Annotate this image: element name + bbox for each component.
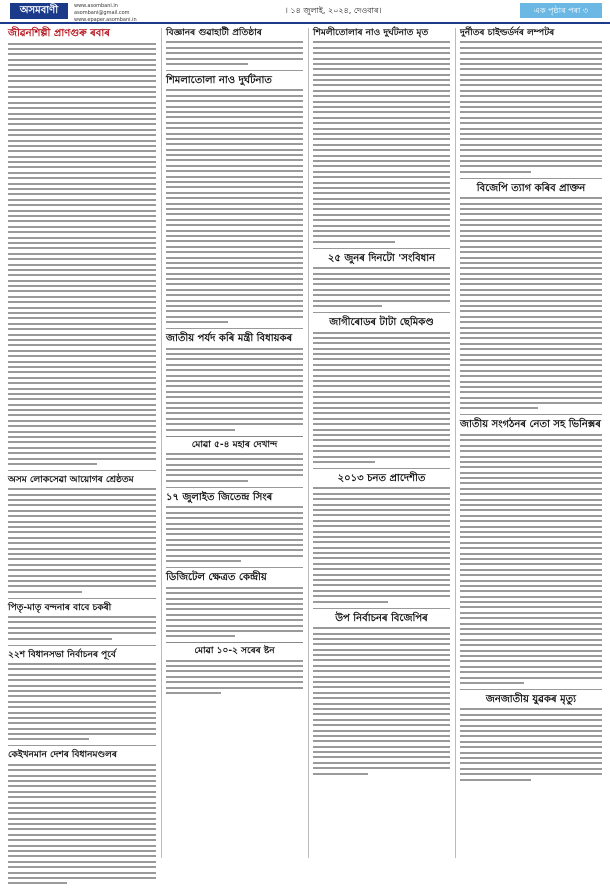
headline[interactable]: কেইখনমান দেশৰ বিধানমণ্ডলৰ [8, 750, 117, 761]
news-box [166, 642, 303, 694]
article-body [313, 332, 450, 463]
headline[interactable]: পিতৃ-মাতৃ বন্দনাৰ বাবে চকৰী [8, 602, 112, 613]
divider [166, 487, 303, 488]
headline[interactable]: বিজেপি ত্যাগ কৰিব প্ৰাক্তন [476, 182, 586, 194]
news-box [166, 436, 303, 482]
column-divider [308, 28, 309, 858]
article-body [460, 41, 602, 172]
article-body [166, 453, 303, 482]
article-body [8, 663, 156, 740]
divider [166, 567, 303, 568]
article-body [166, 41, 303, 65]
headline[interactable]: ২০১৩ চনত প্ৰাদেশীত [337, 472, 426, 484]
date-line: । ১৪ জুলাই, ২০২৪, দেওবাৰ। [285, 6, 382, 15]
divider [8, 745, 156, 746]
article-body [166, 587, 303, 638]
headline[interactable]: জাতীয় সংগঠনৰ নেতা সহ ভিনিক্সৰ [460, 419, 601, 431]
divider [166, 70, 303, 71]
divider [460, 414, 602, 415]
headline[interactable]: ২৫ জুনৰ দিনটো 'সংবিধান [327, 252, 436, 264]
article-body [166, 506, 303, 562]
article-body [313, 627, 450, 775]
masthead [0, 0, 610, 24]
divider [460, 689, 602, 690]
article-body [460, 434, 602, 684]
column-divider [455, 28, 456, 858]
page-tab[interactable]: এক পৃষ্ঠাৰ পৰা ৩ [520, 3, 602, 18]
headline[interactable]: শিমলীতোলাৰ নাও দুৰ্ঘটনাত মৃত [313, 28, 429, 38]
headline[interactable]: মোৱা ৫-৪ মহাৰ দেখান্দ [191, 439, 278, 450]
column-1 [8, 28, 156, 889]
article-body [313, 41, 450, 242]
article-body [460, 197, 602, 409]
article-body [8, 616, 156, 640]
divider [313, 468, 450, 469]
site-line[interactable]: www.epaper.asombani.in [74, 17, 137, 23]
divider [313, 608, 450, 609]
article-body [8, 43, 156, 465]
headline[interactable]: জাগীৰোডৰ টাটা ছেমিকণ্ড [329, 317, 434, 329]
column-4 [460, 28, 602, 786]
site-line[interactable]: asombani@gmail.com [74, 10, 130, 16]
newspaper-logo[interactable]: অসমবাণী [10, 3, 68, 19]
article-body [166, 89, 303, 323]
column-2 [166, 28, 303, 699]
headline[interactable]: শিমলাতোলা নাও দুৰ্ঘটনাত [166, 74, 272, 86]
divider [8, 598, 156, 599]
headline[interactable]: মোৱা ১০-২ সৰেৰ ষ্টন [194, 646, 275, 657]
site-line[interactable]: www.asombani.in [74, 3, 118, 9]
headline[interactable]: ২২শ বিধানসভা নিৰ্বাচনৰ পূৰ্বে [8, 649, 116, 660]
article-body [313, 487, 450, 602]
article-body [460, 708, 602, 780]
headline[interactable]: ১৭ জুলাইত জিতেন্দ্ৰ সিংৰ [166, 491, 273, 503]
article-body [313, 267, 450, 307]
site-info [74, 3, 137, 24]
headline[interactable]: উপ নিৰ্বাচনৰ বিজেপিৰ [335, 612, 428, 624]
divider [8, 645, 156, 646]
headline[interactable]: দুৰ্নীতৰ চাইল্ডৰ্ডৰ্দৰ লম্পটৰ [460, 28, 555, 38]
divider [8, 470, 156, 471]
column-3 [313, 28, 450, 780]
divider [313, 312, 450, 313]
headline[interactable]: ডিজিটেল ক্ষেত্ৰত কেন্দ্ৰীয় [166, 572, 267, 584]
column-divider [161, 28, 162, 858]
headline[interactable]: জীৱনশিল্পী প্ৰাণগুৰু ৰবাৰ [8, 28, 110, 39]
divider [166, 328, 303, 329]
headline[interactable]: জাতীয় পৰ্যদ কৰি মন্ত্ৰী বিধায়কৰ [166, 333, 293, 345]
headline[interactable]: জনজাতীয় যুৱকৰ মৃত্যু [485, 693, 577, 705]
headline[interactable]: বিজ্ঞানৰ গুৱাহাটী প্ৰতিষ্ঠাৰ [166, 28, 262, 38]
article-body [166, 660, 303, 694]
divider [460, 178, 602, 179]
article-body [166, 348, 303, 431]
divider [313, 248, 450, 249]
article-body [8, 488, 156, 592]
headline[interactable]: অসম লোকসেৱা আয়োগৰ শ্ৰেষ্ঠতম [8, 474, 134, 485]
article-body [8, 764, 156, 885]
